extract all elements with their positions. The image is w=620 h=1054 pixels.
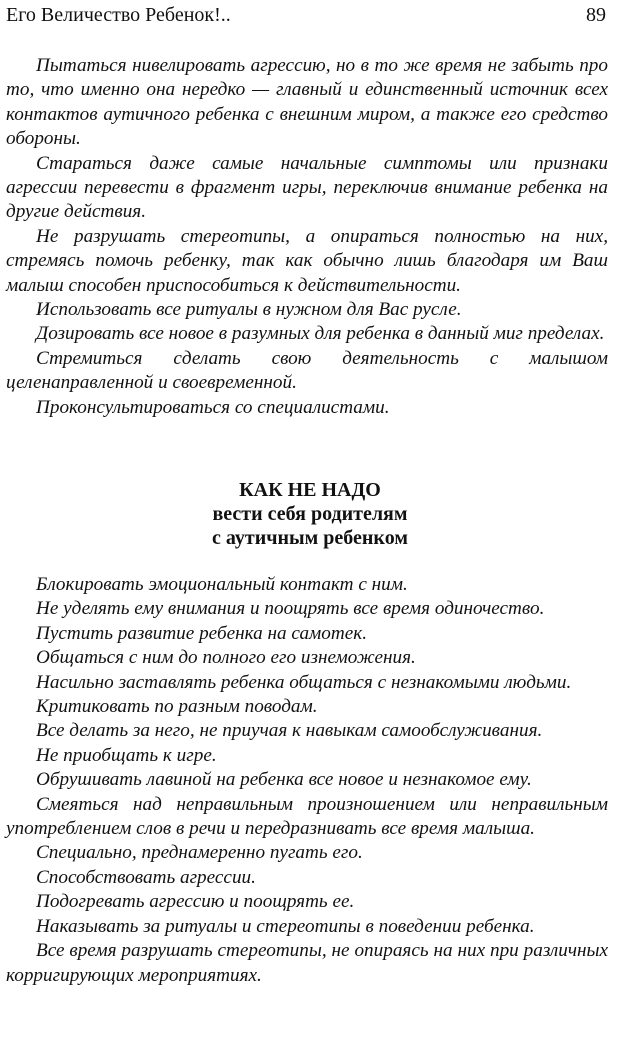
list-item: Смеяться над неправильным произношением или неправильным употреблением слов в речи и передразнивать все время малыша. [6, 793, 608, 840]
list-item: Не приобщать к игре. [36, 744, 217, 766]
list-item: Не разрушать стереотипы, а опираться полностью на них, стремясь помочь ребенку, так как обычно лишь благодаря им Ваш малыш способен приспособиться к действительности. [6, 225, 608, 296]
section-heading [0, 478, 620, 550]
list-item: Подогревать агрессию и поощрять ее. [36, 891, 355, 913]
page-number: 89 [586, 4, 606, 26]
list-item: Критиковать по разным поводам. [36, 696, 318, 718]
heading-line-2: вести себя родителям [212, 503, 408, 525]
list-item: Общаться с ним до полного его изнеможения. [36, 647, 416, 669]
list-item: Не уделять ему внимания и поощрять все время одиночество. [36, 598, 545, 620]
list-item: Наказывать за ритуалы и стереотипы в поведении ребенка. [36, 915, 535, 937]
running-header [6, 2, 606, 28]
heading-line-3: с аутичным ребенком [212, 527, 408, 549]
list-item: Способствовать агрессии. [36, 866, 256, 888]
list-item: Пустить развитие ребенка на самотек. [36, 622, 368, 644]
list-item: Дозировать все новое в разумных для ребенка в данный миг пределах. [36, 323, 605, 345]
list-item: Стремиться сделать свою деятельность с малышом целенаправленной и своевременной. [6, 347, 608, 394]
list-item: Все время разрушать стереотипы, не опираясь на них при различных корригирующих мероприятиях. [6, 940, 608, 986]
dont-list [6, 573, 608, 988]
running-title: Его Величество Ребенок!.. [6, 4, 231, 26]
list-item: Специально, преднамеренно пугать его. [36, 842, 363, 864]
list-item: Обрушивать лавиной на ребенка все новое и незнакомое ему. [36, 769, 532, 791]
list-item: Насильно заставлять ребенка общаться с незнакомыми людьми. [36, 671, 572, 693]
heading-line-1: КАК НЕ НАДО [239, 479, 381, 501]
list-item: Стараться даже самые начальные симптомы или признаки агрессии перевести в фрагмент игры, переключив внимание ребенка на другие действия. [6, 152, 608, 223]
list-item: Все делать за него, не приучая к навыкам самообслуживания. [36, 720, 543, 742]
list-item: Использовать все ритуалы в нужном для Вас русле. [36, 299, 462, 321]
list-item: Блокировать эмоциональный контакт с ним. [36, 574, 408, 595]
list-item: Проконсультироваться со специалистами. [36, 396, 390, 418]
recommendations-list [6, 54, 608, 420]
list-item: Пытаться нивелировать агрессию, но в то же время не забыть про то, что именно она нередко — главный и единственный источник всех контактов аутичного ребенка с внешним миром, а также его средство обороны. [6, 55, 608, 150]
